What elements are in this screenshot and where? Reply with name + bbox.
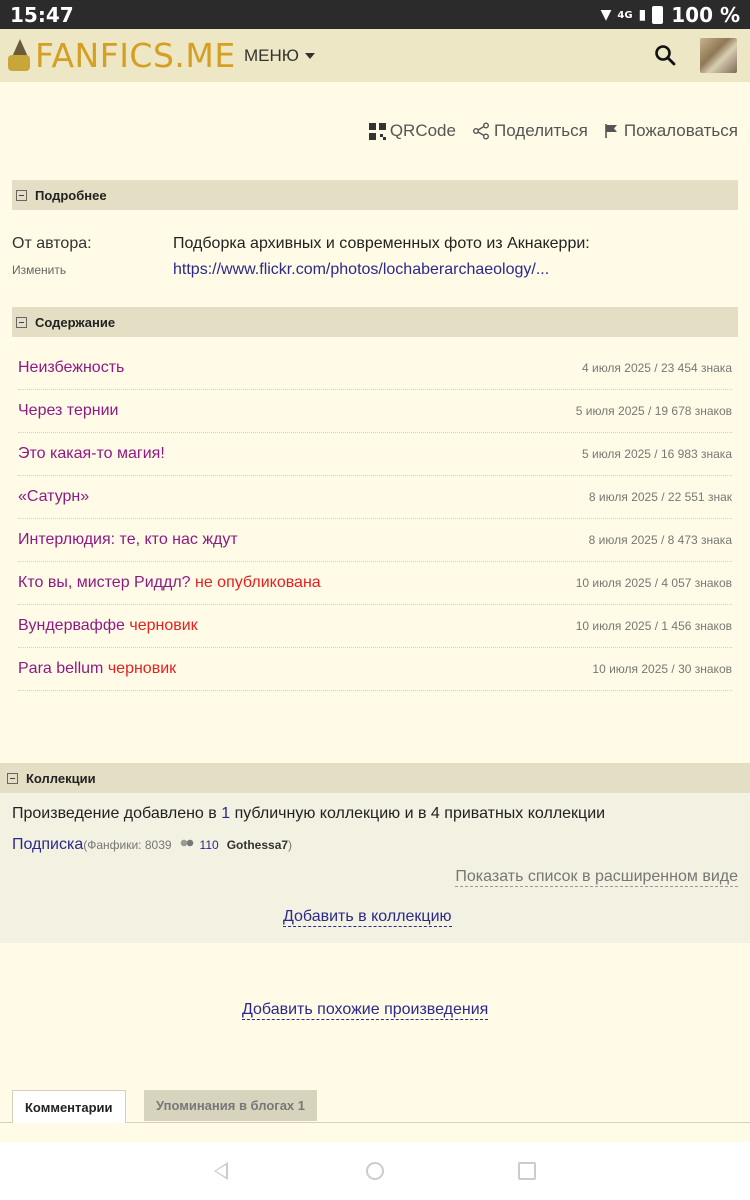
wifi-icon: ▼ [600,7,612,23]
chapter-row[interactable] [18,476,732,519]
chapter-row[interactable] [18,648,732,691]
chapter-row[interactable] [18,347,732,390]
details-section-header[interactable] [12,180,738,210]
tab-comments[interactable]: Комментарии [12,1090,126,1123]
avatar[interactable] [700,38,737,73]
chapter-title[interactable]: Вундерваффе черновик [18,617,198,634]
search-icon[interactable] [654,44,676,66]
share-label: Поделиться [493,121,588,140]
chapter-meta: 8 июля 2025 / 8 473 знака [588,533,732,547]
qrcode-button[interactable] [369,121,456,141]
menu-label: МЕНЮ [244,46,299,65]
chapter-list [18,347,732,691]
collection-users-count[interactable]: 110 [199,838,219,852]
chapter-title[interactable]: Неизбежность [18,359,125,376]
chapter-status-draft: черновик [107,660,177,677]
report-button[interactable] [604,121,738,141]
chapter-meta: 4 июля 2025 / 23 454 знака [581,361,732,375]
battery-level: 100 % [671,3,740,27]
details-section-title: Подробнее [35,187,107,203]
qrcode-icon [369,123,386,140]
chapter-title[interactable]: Кто вы, мистер Риддл? не опубликована [18,574,321,591]
chapter-meta: 10 июля 2025 / 30 знаков [592,662,732,676]
author-note-label: От автора: [12,235,92,252]
site-header [0,29,750,82]
chapter-meta: 10 июля 2025 / 4 057 знаков [575,576,732,590]
users-icon [180,839,194,849]
collection-owner[interactable]: Gothessa7 [226,838,289,852]
show-extended-list-link[interactable]: Показать список в расширенном виде [455,868,738,885]
chapter-row[interactable] [18,433,732,476]
author-note-text: Подборка архивных и современных фото из Акнакерри: [173,235,590,252]
logo-mascot-icon [6,39,32,73]
chapter-title[interactable]: Через тернии [18,402,119,419]
home-icon[interactable] [366,1162,384,1180]
network-label: 4G [617,9,633,21]
chevron-down-icon [305,53,315,59]
status-bar [0,0,750,29]
menu-button[interactable] [244,46,315,66]
qrcode-label: QRCode [389,121,456,140]
tab-blog-mentions[interactable]: Упоминания в блогах 1 [144,1090,317,1121]
recent-apps-icon[interactable] [518,1162,536,1180]
chapter-status-draft: черновик [129,617,198,634]
collapse-icon [16,190,27,201]
system-nav-bar [0,1142,750,1200]
chapter-meta: 5 июля 2025 / 16 983 знака [581,447,732,461]
chapter-title[interactable]: «Сатурн» [18,488,90,505]
logo-text: FANFICS.ME [35,36,236,75]
chapter-title[interactable]: Para bellum черновик [18,660,177,677]
chapter-row[interactable] [18,562,732,605]
signal-icon: ▮ [638,7,647,23]
contents-section-header[interactable] [12,307,738,337]
collections-summary: Произведение добавлено в 1 публичную коллекцию и в 4 приватных коллекции [12,805,606,822]
chapter-title[interactable]: Это какая-то магия! [18,445,165,462]
collapse-icon [16,317,27,328]
collection-fanfics-count: (Фанфики: 8039 [83,838,172,852]
share-icon [472,122,490,140]
chapter-meta: 10 июля 2025 / 1 456 знаков [575,619,732,633]
battery-icon [652,6,663,24]
public-collection-count[interactable]: 1 [221,805,231,822]
collapse-icon [7,773,18,784]
collections-section-title: Коллекции [26,770,96,786]
add-similar-works-link[interactable]: Добавить похожие произведения [242,1001,489,1018]
chapter-row[interactable] [18,519,732,562]
report-label: Пожаловаться [623,121,738,140]
chapter-status-unpublished: не опубликована [195,574,321,591]
status-time: 15:47 [10,3,74,27]
back-icon[interactable] [214,1162,228,1180]
edit-author-note-link[interactable]: Изменить [12,263,67,277]
status-icons [601,3,740,27]
chapter-row[interactable] [18,605,732,648]
author-note-link[interactable]: https://www.flickr.com/photos/lochaberarchaeology/... [173,261,550,278]
contents-section-title: Содержание [35,314,116,330]
site-logo[interactable] [6,36,236,75]
chapter-row[interactable] [18,390,732,433]
collection-link[interactable]: Подписка [12,836,84,853]
chapter-title[interactable]: Интерлюдия: те, кто нас ждут [18,531,238,548]
collection-item: Подписка (Фанфики: 8039 110 Gothessa7 ) [12,836,293,853]
flag-icon [604,123,620,139]
add-to-collection-link[interactable]: Добавить в коллекцию [283,908,452,925]
chapter-meta: 8 июля 2025 / 22 551 знак [588,490,732,504]
collections-section-header[interactable] [0,763,750,793]
chapter-meta: 5 июля 2025 / 19 678 знаков [575,404,732,418]
share-button[interactable] [472,121,588,141]
work-actions [369,121,738,141]
